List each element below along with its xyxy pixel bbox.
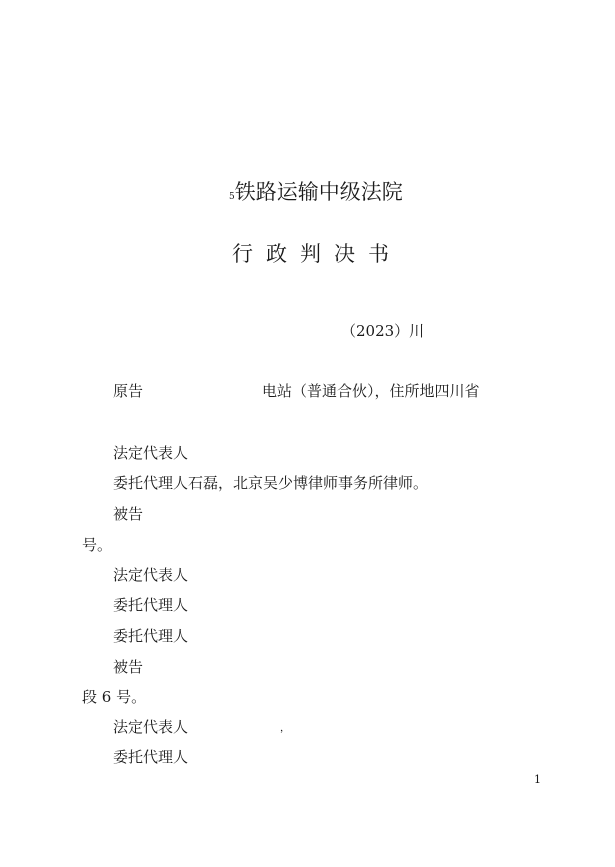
page-number: 1: [534, 773, 541, 786]
defendant-1-label: 被告: [113, 505, 144, 523]
defendant-1-legal-rep: 法定代表人: [113, 566, 189, 584]
court-name: [229, 176, 403, 206]
defendant-2-agent: 委托代理人: [113, 748, 189, 766]
defendant-2-legal-rep: 法定代表人: [113, 718, 189, 736]
defendant-1-agent-1: 委托代理人: [113, 596, 189, 614]
case-number: （2023）川: [341, 322, 425, 340]
defendant-2-rep-mark: ，: [280, 723, 290, 734]
plaintiff-legal-rep: 法定代表人: [113, 444, 189, 462]
defendant-2-address-tail: 段 6 号。: [82, 688, 147, 706]
court-name-prefix: 5: [229, 192, 235, 202]
defendant-1-agent-2: 委托代理人: [113, 627, 189, 645]
court-name-text: 铁路运输中级法院: [234, 180, 403, 204]
plaintiff-label: 原告: [113, 382, 144, 400]
document-title: 行政判决书: [232, 242, 402, 266]
defendant-1-address-tail: 号。: [82, 536, 113, 554]
plaintiff-agent: 委托代理人石磊，北京吴少博律师事务所律师。: [113, 474, 429, 492]
defendant-2-label: 被告: [113, 658, 144, 676]
plaintiff-detail: 电站（普通合伙），住所地四川省: [262, 382, 480, 400]
